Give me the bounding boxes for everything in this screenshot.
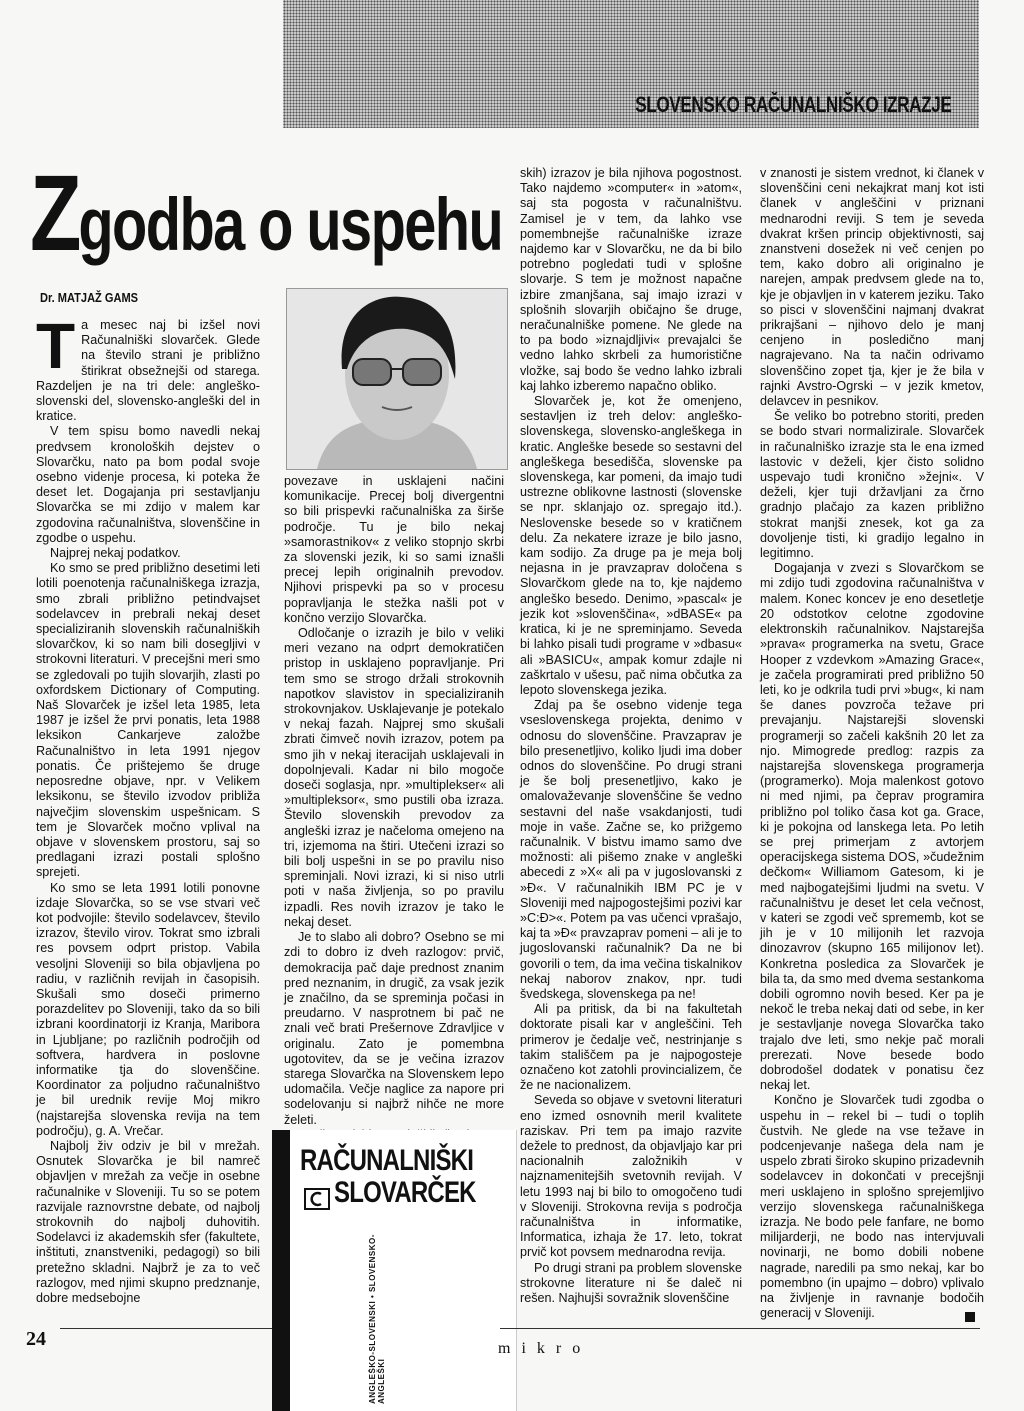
article-title bbox=[30, 150, 550, 273]
paragraph: Zdaj pa še osebno videnje tega vseslovenskega projekta, denimo v odnosu do slovenščine. Pravzaprav je bilo presenetljivo, koliko ljudi ima dober odnos do slovenščine. Po drugi strani je še bolj presenetljivo, kako je omalovaževanje slovenščine še vedno sestavni del naše vsakdanjosti, tudi moje in vaše. Začne se, ko prižgemo računalnik. V bistvu imamo samo dve možnosti: ali pišemo znake v angleški abecedi z »X« ali pa v jugoslovanski z »Đ«. V računalnikih IBM PC je v Sloveniji med najpogostejšimi pozivi kar »C:Đ>«. Potem pa vas učenci vprašajo, kaj ta »Đ« pravzaprav pomeni – ali je to jugoslovanski računalnik? Da ne bi govorili o tem, da ima večina tiskalnikov nekaj naborov znakov, npr. tudi švedskega, slovenskega pa ne! bbox=[520, 698, 742, 1001]
paragraph: Najbolj živ odziv je bil v mrežah. Osnutek Slovarčka je bil namreč objavljen v mrežah za večje in osebne računalnike v Sloveniji. Tu so se potem razvijale raznovrstne debate, od najbolj strokovnih do najbolj duhovitih. Sodelavci iz akademskih sfer (fakultete, inštituti, znanstveniki, pedagogi) so bili pretežno skladni. Najbrž je za to več razlogov, med njimi skupno predznanje, dobre medsebojne bbox=[36, 1138, 260, 1305]
drop-cap: T bbox=[36, 310, 76, 382]
paragraph: skih) izrazov je bila njihova pogostnost. Tako najdemo »computer« in »atom«, saj sta pogosta v računalništvu. Zamisel je v tem, da lahko vse pomembnejše računalniške izraze najdemo kar v Slovarčku, ne da bi bilo potrebno pogledati tudi v splošne slovarje. S tem je možnost napačne izbire zmanjšana, saj imajo izrazi v splošnih slovarjih običajno še druge, neračunalniške pomene. Ne glede na to pa bodo »iznajdljivi« prevajalci še vedno lahko skrbeli za humoristične vložke, saj bodo še vedno lahko izbrali kaj lahko izberemo napačno obliko. bbox=[520, 166, 742, 393]
page-number: 24 bbox=[26, 1328, 46, 1350]
cover-computer-icon bbox=[304, 1188, 330, 1210]
cover-title-line-2: SLOVARČEK bbox=[334, 1176, 476, 1209]
article-column-4 bbox=[760, 166, 984, 1321]
paragraph: Končno je Slovarček tudi zgodba o uspehu in – rekel bi – tudi o toplih čustvih. Ne glede na vse težave in podcenjevanje našega dela nam je uspelo zbrati široko skupino prizadevnih sodelavcev in dokončati v precejšnji meri usklajeno in splošno sprejemljivo verzijo slovenskega računalniškega izrazja. Ne bodo pele fanfare, ne bomo milijarderji, ne bodo nas intervjuvali novinarji, ne bomo dobili nobene nagrade, naredili pa smo nekaj, kar bo pomembno (in upajmo – dobro) vplivalo na življenje in ravnanje bodočih generacij v Sloveniji. bbox=[760, 1093, 984, 1321]
book-cover-image bbox=[272, 1130, 517, 1411]
author-byline: Dr. MATJAŽ GAMS bbox=[40, 290, 139, 305]
paragraph: Ko smo se pred približno desetimi leti lotili poenotenja računalniškega izrazja, smo zbrali približno petindvajset sodelavcev in prebrali nekaj deset specializiranih slovenskih računalniških slovarčkov, ki so nam bili dosegljivi v strokovni literaturi. V precejšni meri smo se zgledovali po tujih slovarjih, zlasti po oxfordskem Dictionary of Computing. Naš Slovarček je izšel leta 1985, leta 1987 je izšel že prvi ponatis, leta 1988 leksikon Cankarjeve založbe Računalništvo in leta 1991 njegov ponatis. Če prištejemo še druge neposredne objave, npr. v Velikem leksikonu, se število izvodov približa največjim slovenskim uspešnicam. S tem je Slovarček močno vplival na objave v slovenskem prostoru, saj so predlagani izrazi postali splošno sprejeti. bbox=[36, 561, 260, 880]
article-column-2 bbox=[284, 474, 504, 1143]
paragraph: povezave in usklajeni načini komunikacije. Precej bolj divergentni so bili prispevki računalniška za širše področje. Tu je bilo nekaj »samorastnikov« z veliko stopnjo skrbi za slovenski jezik, ki so sami iznašli precej lepih originalnih prevodov. Njihovi prispevki pa so v procesu popravljanja le stežka našli pot v končno verzijo Slovarčka. bbox=[284, 474, 504, 625]
title-rest: godba o uspehu bbox=[78, 183, 503, 266]
author-portrait-image bbox=[287, 289, 507, 469]
paragraph: v znanosti je sistem vrednot, ki članek v slovenščini ceni nekajkrat manj kot isti članek v angleščini v priznani mednarodni reviji. S tem je seveda dvakrat kršen princip objektivnosti, saj znanstveni dosežek ni več cenjen po tem, kako dobro ali originalno je narejen, ampak predvsem glede na to, kje je objavljen in v katerem jeziku. Tako so pisci v slovenščini najmanj dvakrat prikrajšani – njihovo delo je manj cenjeno in posledično manj nagrajevano. Na ta način odrivamo slovenščino zopet tja, kjer je že bila v rajnki Avstro-Ogrski – v jezik kmetov, delavcev in pesnikov. bbox=[760, 166, 984, 409]
paragraph: Odločanje o izrazih je bilo v veliki meri vezano na odprt demokratičen pristop in usklajeno popravljanje. Pri tem smo se strogo držali strokovnih napotkov slavistov in specializiranih strokovnjakov. Usklajevanje je potekalo v nekaj fazah. Najprej smo skušali zbrati čimveč novih izrazov, potem pa smo jih v nekaj iteracijah usklajevali in dopolnjevali. Kadar ni bilo mogoče doseči soglasja, npr. »multiplekser« ali »multipleksor«, smo pustili oba izraza. Število slovenskih prevodov za angleški izraz je načeloma omejeno na tri, izjemoma na štiri. Utečeni izrazi so bili bolj uspešni in se po pravilu niso spreminjali. Novi izrazi, ki si niso utrli poti v naša življenja, so po pravilu izpadli. Res novih izrazov je tako le nekaj deset. bbox=[284, 626, 504, 929]
paragraph: Ko smo se leta 1991 lotili ponovne izdaje Slovarčka, so se vse stvari več kot podvojile: število sodelavcev, število izrazov, število virov. Tokrat smo izbrali res povsem odprt pristop. Vabila vesoljni Sloveniji so bila objavljena po radiu, v različnih revijah in časopisih. Skušali smo doseči primerno porazdelitev po Sloveniji, tako da so bili izbrani koordinatorji iz Kranja, Maribora in Ljubljane; po različnih področjih od softvera, hardvera in poslovne informatike tja do slovenščine. Koordinator za poljudno računalništvo je bil urednik revije Moj mikro (najstarejša slovenska revija na tem področju), g. A. Vrečar. bbox=[36, 880, 260, 1138]
author-photo bbox=[286, 288, 508, 470]
paragraph: Dogajanja v zvezi s Slovarčkom se mi zdijo tudi zgodovina računalništva v malem. Konec koncev je eno desetletje 20 odstotkov celotne zgodovine elektronskih računalnikov. Najstarejša »prava« programerka na svetu, Grace Hooper z vzdevkom »Amazing Grace«, je začela programirati pred približno 50 leti, ko je odkrila tudi prvi »bug«, ki nam še danes povzroča težave pri prevajanju. Najstarejši slovenski programerji so začeli kakšnih 20 let za njo. Mimogrede predlog: razpis za najstarejša slovenskega programerja (programerko). Moja malenkost gotovo ni med njimi, pa čeprav programira približno pol toliko časa kot ga. Grace, ki je pokojna od lanskega leta. Po letih se prej primerjam z avtorjem operacijskega sistema DOS, »čudežnim dečkom« Williamom Gatesom, ki je med najbogatejšimi ljudmi na svetu. V računalništvu je deset let cela večnost, v kateri se zgodi več sprememb, kot se jih je v 10 milijonih let razvoja dinozavrov (skupno 165 milijonov let). Konkretna posledica za Slovarček je bila ta, da smo med dvema sestankoma dobili ogromno novih besed. Ker pa je nekoč le treba nekaj dati od sebe, in ker je sestavljanje novega Slovarčka tako trajalo dve leti, smo nekje pač morali prerezati. Nove besede bodo dobrodošel dodatek v ponatisu čez nekaj let. bbox=[760, 561, 984, 1093]
section-header-title: SLOVENSKO RAČUNALNIŠKO IZRAZJE bbox=[634, 92, 951, 117]
article-end-mark bbox=[965, 1312, 975, 1322]
article-column-1 bbox=[36, 310, 260, 1306]
paragraph: Slovarček je, kot že omenjeno, sestavljen iz treh delov: angleško- slovenskega, slovensko-angleškega in kratic. Angleške besede so sestavni del angleškega besedišča, slovenske pa slovenskega, kar pomeni, da imajo tudi ustrezne oblikovne lastnosti (slovenske se npr. sklanjajo oz. spregajo itd.). Neslovenske besede so v kratičnem delu. Za nekatere izraze je bilo jasno, kam sodijo. Za druge pa je meja bolj nejasna in je pravzaprav določena s Slovarčkom glede na to, kje najdemo angleško besedo. Denimo, »pascal« je jezik kot »slovenščina«, »dBASE« pa kratica, ki je ne spreminjamo. Seveda bi lahko pisali tudi programe v »dbasu« ali »BASICU«, ampak komur zdajle ni zaškrtalo v ušesu, pač nima občutka za lepoto slovenskega jezika. bbox=[520, 394, 742, 697]
section-header-band bbox=[283, 0, 979, 128]
paragraph: Najprej nekaj podatkov. bbox=[50, 546, 181, 561]
footer-rule-right bbox=[500, 1328, 980, 1329]
title-initial: Z bbox=[30, 152, 79, 273]
lead-paragraph bbox=[36, 310, 260, 424]
cover-title-line-1: RAČUNALNIŠKI bbox=[300, 1144, 474, 1177]
paragraph: Še veliko bo potrebno storiti, preden se bodo stvari normalizirale. Slovarček in računalniško izrazje sta le ena izmed lastovic v deželi, kjer čisto solidno uspevajo tudi kronično »žejni«. V deželi, kjer tuji državljani za črno gradnjo plačajo za kazen približno stokrat manjši znesek, kot ga za dovoljenje tisti, ki gradijo legalno in legitimno. bbox=[760, 409, 984, 561]
footer-magazine-name: mikro bbox=[498, 1340, 592, 1357]
paragraph: Ali pa pritisk, da bi na fakultetah doktorate pisali kar v angleščini. Teh primerov je čedalje več, nestrinjanje s takim stališčem pa je najpogosteje označeno kot zatohli provincializem, če že ne nacionalizem. bbox=[520, 1002, 742, 1093]
paragraph: Je to slabo ali dobro? Osebno se mi zdi to dobro iz dveh razlogov: prvič, demokracija pač daje prednost znanim pred neznanim, in drugič, za vsak jezik je značilno, da se spreminja počasi in preudarno. V nasprotnem bi pač ne znali več brati Prešernove Zdravljice v originalu. Zato je pomembna ugotovitev, da se je večina izrazov starega Slovarčka na Slovenskem lepo udomačila. Večje naglice za napore pri sodelovanju si najbrž nihče ne more želeti. bbox=[284, 930, 504, 1127]
paragraph-text: a mesec naj bi izšel novi Računalniški slovarček. Glede na število strani je približno štirikrat obsežnejši od starega. Razdeljen je na tri dele: angleško-slovenski del, slovensko-angleški del in kratice. bbox=[36, 318, 260, 424]
paragraph: Seveda so objave v svetovni literaturi eno izmed osnovnih meril kvalitete raziskav. Pri tem pa imajo razvite dežele to prednost, da objavljajo kar pri nacionalnih založnikih v najznamenitejših svetovnih revijah. V letu 1993 naj bi bilo to omogočeno tudi v Sloveniji. Strokovna revija s področja računalništva in informatike, Informatica, izhaja že 17. leto, tokrat prvič kot povsem mednarodna revija. bbox=[520, 1093, 742, 1260]
paragraph: V tem spisu bomo navedli nekaj predvsem kronoloških dejstev o Slovarčku, nato pa bom podal svoje osebno videnje procesa, ki poteka že deset let. Dogajanja pri sestavljanju Slovarčka se mi zdijo v malem kar zgodovina računalništva, slovenščine in zgodbe o uspehu. bbox=[36, 424, 260, 545]
paragraph: Po drugi strani pa problem slovenske strokovne literature ni še daleč ni rešen. Najhujši sovražnik slovenščine bbox=[520, 1260, 742, 1306]
footer-rule-left bbox=[60, 1328, 272, 1329]
article-column-3 bbox=[520, 166, 742, 1306]
cover-subtitle: ANGLEŠKO-SLOVENSKI • SLOVENSKO-ANGLEŠKI bbox=[368, 1234, 386, 1404]
